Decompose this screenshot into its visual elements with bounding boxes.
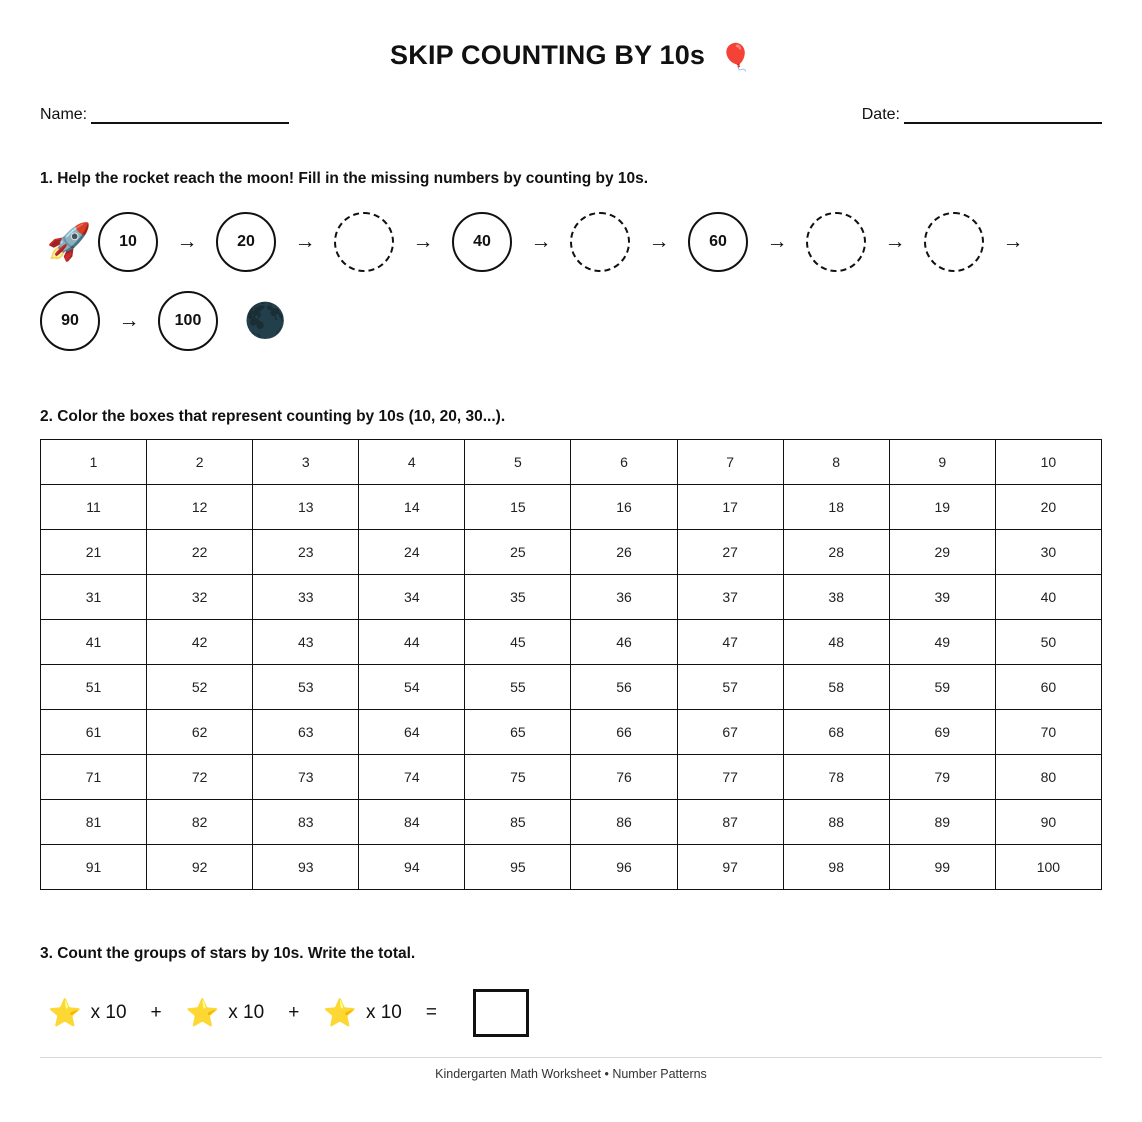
- rocket-sequence: [40, 202, 1102, 360]
- chart-cell[interactable]: 33: [253, 575, 359, 620]
- chart-cell[interactable]: 59: [889, 665, 995, 710]
- star-multiplier-label: x 10: [228, 1002, 265, 1023]
- sequence-number-circle: 10: [98, 212, 158, 272]
- rocket-icon: 🚀: [46, 220, 92, 262]
- chart-cell[interactable]: 12: [147, 485, 253, 530]
- chart-cell[interactable]: 25: [465, 530, 571, 575]
- chart-cell[interactable]: 57: [677, 665, 783, 710]
- chart-cell[interactable]: 53: [253, 665, 359, 710]
- name-label: Name:: [40, 106, 88, 123]
- chart-cell[interactable]: 36: [571, 575, 677, 620]
- chart-cell[interactable]: 32: [147, 575, 253, 620]
- chart-cell[interactable]: 22: [147, 530, 253, 575]
- chart-row: [41, 665, 1102, 710]
- chart-cell[interactable]: 13: [253, 485, 359, 530]
- chart-cell[interactable]: 54: [359, 665, 465, 710]
- chart-cell[interactable]: 87: [677, 800, 783, 845]
- chart-cell[interactable]: 37: [677, 575, 783, 620]
- chart-cell[interactable]: 81: [41, 800, 147, 845]
- page-title: SKIP COUNTING BY 10s: [390, 40, 706, 70]
- chart-cell[interactable]: 18: [783, 485, 889, 530]
- chart-cell[interactable]: 44: [359, 620, 465, 665]
- arrow-right-icon: →: [294, 230, 316, 253]
- chart-cell[interactable]: 38: [783, 575, 889, 620]
- plus-sign: +: [288, 1002, 300, 1023]
- chart-cell[interactable]: 93: [253, 845, 359, 890]
- chart-cell[interactable]: 21: [41, 530, 147, 575]
- sequence-blank-circle[interactable]: [924, 212, 984, 272]
- sequence-number-circle: 90: [40, 291, 100, 351]
- chart-cell[interactable]: 68: [783, 710, 889, 755]
- chart-cell[interactable]: 3: [253, 440, 359, 485]
- chart-cell[interactable]: 41: [41, 620, 147, 665]
- chart-cell[interactable]: 82: [147, 800, 253, 845]
- chart-cell[interactable]: 66: [571, 710, 677, 755]
- chart-cell[interactable]: 100: [995, 845, 1101, 890]
- title-row: [40, 0, 1102, 73]
- chart-cell[interactable]: 15: [465, 485, 571, 530]
- chart-row: [41, 530, 1102, 575]
- plus-sign: +: [150, 1002, 162, 1023]
- chart-cell[interactable]: 60: [995, 665, 1101, 710]
- star-icon: ⭐: [323, 997, 357, 1028]
- question-2-heading: 2. Color the boxes that represent counting by 10s (10, 20, 30...).: [40, 408, 506, 425]
- chart-row: [41, 575, 1102, 620]
- footer-text: Kindergarten Math Worksheet • Number Patterns: [435, 1067, 707, 1081]
- chart-cell[interactable]: 95: [465, 845, 571, 890]
- chart-row: [41, 620, 1102, 665]
- star-group: [185, 997, 265, 1028]
- chart-cell[interactable]: 77: [677, 755, 783, 800]
- chart-cell[interactable]: 29: [889, 530, 995, 575]
- chart-cell[interactable]: 89: [889, 800, 995, 845]
- answer-box[interactable]: [473, 989, 529, 1037]
- chart-cell[interactable]: 94: [359, 845, 465, 890]
- chart-cell[interactable]: 11: [41, 485, 147, 530]
- chart-cell[interactable]: 43: [253, 620, 359, 665]
- chart-cell[interactable]: 48: [783, 620, 889, 665]
- chart-cell[interactable]: 52: [147, 665, 253, 710]
- sequence-number-circle: 20: [216, 212, 276, 272]
- balloon-icon: 🎈: [719, 42, 752, 72]
- chart-cell[interactable]: 31: [41, 575, 147, 620]
- chart-cell[interactable]: 83: [253, 800, 359, 845]
- chart-cell[interactable]: 91: [41, 845, 147, 890]
- star-multiplier-label: x 10: [90, 1002, 127, 1023]
- chart-cell[interactable]: 86: [571, 800, 677, 845]
- name-field[interactable]: [40, 106, 289, 124]
- question-1-heading: 1. Help the rocket reach the moon! Fill in the missing numbers by counting by 10s.: [40, 170, 649, 187]
- sequence-row-1: [40, 202, 1102, 281]
- chart-row: [41, 755, 1102, 800]
- chart-cell[interactable]: 34: [359, 575, 465, 620]
- chart-cell[interactable]: 5: [465, 440, 571, 485]
- chart-cell[interactable]: 79: [889, 755, 995, 800]
- chart-cell[interactable]: 6: [571, 440, 677, 485]
- sequence-row-2: [40, 281, 1102, 360]
- chart-cell[interactable]: 24: [359, 530, 465, 575]
- chart-cell[interactable]: 61: [41, 710, 147, 755]
- chart-cell[interactable]: 20: [995, 485, 1101, 530]
- chart-cell[interactable]: 28: [783, 530, 889, 575]
- chart-cell[interactable]: 7: [677, 440, 783, 485]
- sequence-number-circle: 60: [688, 212, 748, 272]
- date-input-line[interactable]: [904, 107, 1102, 124]
- chart-cell[interactable]: 55: [465, 665, 571, 710]
- chart-cell[interactable]: 84: [359, 800, 465, 845]
- chart-cell[interactable]: 58: [783, 665, 889, 710]
- chart-cell[interactable]: 1: [41, 440, 147, 485]
- chart-cell[interactable]: 4: [359, 440, 465, 485]
- chart-cell[interactable]: 47: [677, 620, 783, 665]
- chart-cell[interactable]: 70: [995, 710, 1101, 755]
- arrow-right-icon: →: [648, 230, 670, 253]
- chart-cell[interactable]: 99: [889, 845, 995, 890]
- chart-cell[interactable]: 10: [995, 440, 1101, 485]
- chart-cell[interactable]: 88: [783, 800, 889, 845]
- star-multiplier-label: x 10: [365, 1002, 402, 1023]
- arrow-right-icon: →: [530, 230, 552, 253]
- chart-cell[interactable]: 64: [359, 710, 465, 755]
- chart-row: [41, 485, 1102, 530]
- chart-cell[interactable]: 56: [571, 665, 677, 710]
- chart-cell[interactable]: 45: [465, 620, 571, 665]
- sequence-blank-circle[interactable]: [334, 212, 394, 272]
- chart-row: [41, 845, 1102, 890]
- chart-cell[interactable]: 67: [677, 710, 783, 755]
- chart-cell[interactable]: 35: [465, 575, 571, 620]
- star-icon: ⭐: [48, 997, 82, 1028]
- chart-cell[interactable]: 49: [889, 620, 995, 665]
- sequence-number-circle: 100: [158, 291, 218, 351]
- chart-cell[interactable]: 76: [571, 755, 677, 800]
- star-group: [48, 997, 127, 1028]
- chart-cell[interactable]: 69: [889, 710, 995, 755]
- chart-cell[interactable]: 17: [677, 485, 783, 530]
- arrow-right-icon: →: [118, 309, 140, 332]
- date-field[interactable]: [862, 106, 1102, 124]
- chart-cell[interactable]: 50: [995, 620, 1101, 665]
- name-date-row: [40, 106, 1102, 124]
- chart-cell[interactable]: 90: [995, 800, 1101, 845]
- chart-cell[interactable]: 2: [147, 440, 253, 485]
- chart-cell[interactable]: 51: [41, 665, 147, 710]
- chart-cell[interactable]: 65: [465, 710, 571, 755]
- star-groups-row: [40, 982, 1102, 1044]
- hundreds-chart: [40, 439, 1102, 890]
- chart-cell[interactable]: 23: [253, 530, 359, 575]
- star-icon: ⭐: [185, 997, 220, 1028]
- sequence-blank-circle[interactable]: [806, 212, 866, 272]
- moon-icon: 🌑: [244, 301, 287, 340]
- chart-cell[interactable]: 80: [995, 755, 1101, 800]
- chart-cell[interactable]: 78: [783, 755, 889, 800]
- chart-row: [41, 710, 1102, 755]
- chart-cell[interactable]: 96: [571, 845, 677, 890]
- chart-cell[interactable]: 27: [677, 530, 783, 575]
- chart-cell[interactable]: 19: [889, 485, 995, 530]
- question-3-heading: 3. Count the groups of stars by 10s. Write the total.: [40, 945, 416, 962]
- sequence-number-circle: 40: [452, 212, 512, 272]
- chart-cell[interactable]: 85: [465, 800, 571, 845]
- arrow-right-icon: →: [766, 230, 788, 253]
- chart-cell[interactable]: 74: [359, 755, 465, 800]
- chart-cell[interactable]: 46: [571, 620, 677, 665]
- chart-row: [41, 440, 1102, 485]
- arrow-right-icon: →: [176, 230, 198, 253]
- date-label: Date:: [861, 106, 900, 123]
- chart-cell[interactable]: 73: [253, 755, 359, 800]
- arrow-right-icon: →: [1002, 230, 1024, 253]
- chart-cell[interactable]: 8: [783, 440, 889, 485]
- sequence-blank-circle[interactable]: [570, 212, 630, 272]
- chart-cell[interactable]: 72: [147, 755, 253, 800]
- chart-cell[interactable]: 30: [995, 530, 1101, 575]
- chart-cell[interactable]: 63: [253, 710, 359, 755]
- footer-divider: [40, 1057, 1102, 1058]
- hundreds-chart-wrap: [40, 439, 1102, 890]
- chart-cell[interactable]: 71: [41, 755, 147, 800]
- arrow-right-icon: →: [412, 230, 434, 253]
- chart-cell[interactable]: 16: [571, 485, 677, 530]
- chart-cell[interactable]: 42: [147, 620, 253, 665]
- arrow-right-icon: →: [884, 230, 906, 253]
- chart-row: [41, 800, 1102, 845]
- chart-cell[interactable]: 62: [147, 710, 253, 755]
- chart-cell[interactable]: 97: [677, 845, 783, 890]
- chart-cell[interactable]: 98: [783, 845, 889, 890]
- chart-cell[interactable]: 92: [147, 845, 253, 890]
- chart-cell[interactable]: 39: [889, 575, 995, 620]
- chart-cell[interactable]: 26: [571, 530, 677, 575]
- chart-cell[interactable]: 75: [465, 755, 571, 800]
- chart-cell[interactable]: 40: [995, 575, 1101, 620]
- star-group: [323, 997, 402, 1028]
- equals-sign: =: [425, 1002, 437, 1023]
- chart-cell[interactable]: 9: [889, 440, 995, 485]
- chart-cell[interactable]: 14: [359, 485, 465, 530]
- name-input-line[interactable]: [91, 107, 289, 124]
